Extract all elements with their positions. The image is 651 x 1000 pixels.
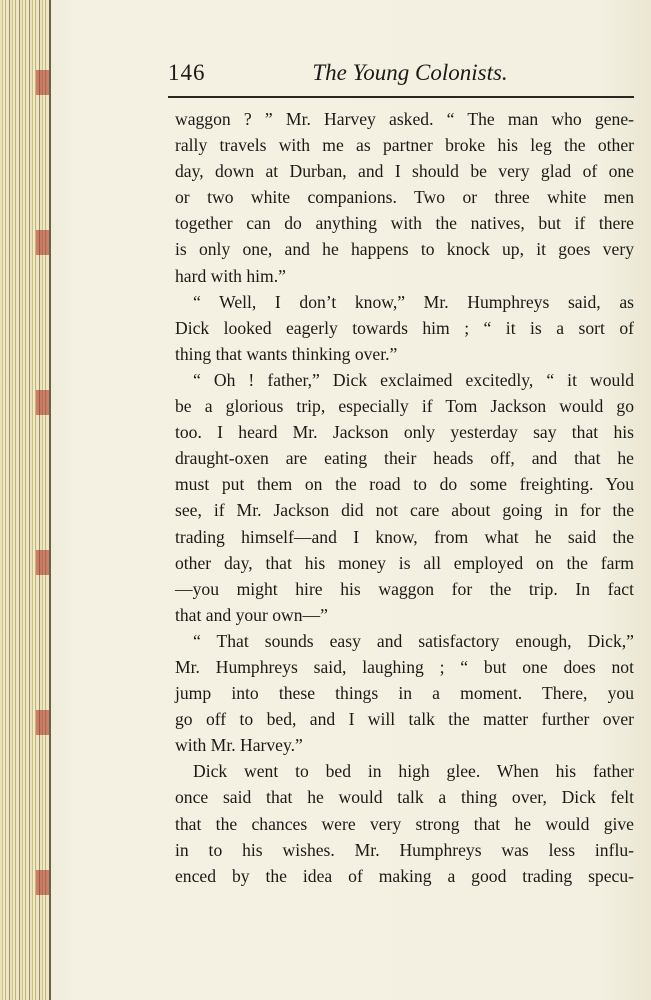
text-line: once said that he would talk a thing over, Dick felt [175, 787, 634, 808]
running-title: The Young Colonists. [312, 60, 508, 85]
text-line: too. I heard Mr. Jackson only yesterday say that his [175, 422, 634, 443]
gutter-edge [49, 0, 51, 1000]
text-line: with Mr. Harvey.” [175, 735, 303, 756]
text-line: must put them on the road to do some freighting. You [175, 474, 634, 495]
text-line: thing that wants thinking over.” [175, 343, 398, 364]
text-line: or two white companions. Two or three white men [175, 187, 634, 208]
text-line: other day, that his money is all employed on the farm [175, 552, 634, 573]
text-line: waggon ? ” Mr. Harvey asked. “ The man who gene- [175, 109, 634, 129]
gutter-stains [36, 0, 50, 1000]
text-line: jump into these things in a moment. There, you [175, 683, 634, 704]
running-header [168, 60, 632, 88]
text-line: rally travels with me as partner broke his leg the other [175, 135, 634, 156]
text-line: be a glorious trip, especially if Tom Jackson would go [175, 396, 634, 417]
text-line: together can do anything with the natives, but if there [175, 213, 634, 234]
text-line: Dick went to bed in high glee. When his father [193, 761, 634, 782]
text-line: “ That sounds easy and satisfactory enough, Dick,” [193, 630, 634, 651]
text-line: draught-oxen are eating their heads off, and that he [175, 448, 634, 469]
text-line: enced by the idea of making a good trading specu- [175, 865, 634, 886]
text-line: go off to bed, and I will talk the matter further over [175, 709, 634, 730]
text-line: Dick looked eagerly towards him ; “ it is a sort of [175, 317, 634, 338]
text-line: is only one, and he happens to knock up, it goes very [175, 239, 634, 260]
page-number: 146 [168, 60, 206, 85]
text-line: trading himself—and I know, from what he said the [175, 526, 634, 547]
text-line: see, if Mr. Jackson did not care about going in for the [175, 500, 634, 521]
text-line: day, down at Durban, and I should be very glad of one [175, 161, 634, 182]
text-line: that and your own—” [175, 604, 328, 625]
text-line: “ Oh ! father,” Dick exclaimed excitedly, “ it would [193, 369, 634, 390]
body-text [175, 106, 634, 889]
text-line: in to his wishes. Mr. Humphreys was less influ- [175, 839, 634, 860]
header-rule [168, 96, 634, 98]
text-line: “ Well, I don’t know,” Mr. Humphreys said, as [193, 291, 634, 312]
text-line: Mr. Humphreys said, laughing ; “ but one does not [175, 656, 634, 677]
text-line: hard with him.” [175, 265, 286, 286]
text-line: that the chances were very strong that he would give [175, 813, 634, 834]
text-line: —you might hire his waggon for the trip. In fact [175, 578, 634, 599]
